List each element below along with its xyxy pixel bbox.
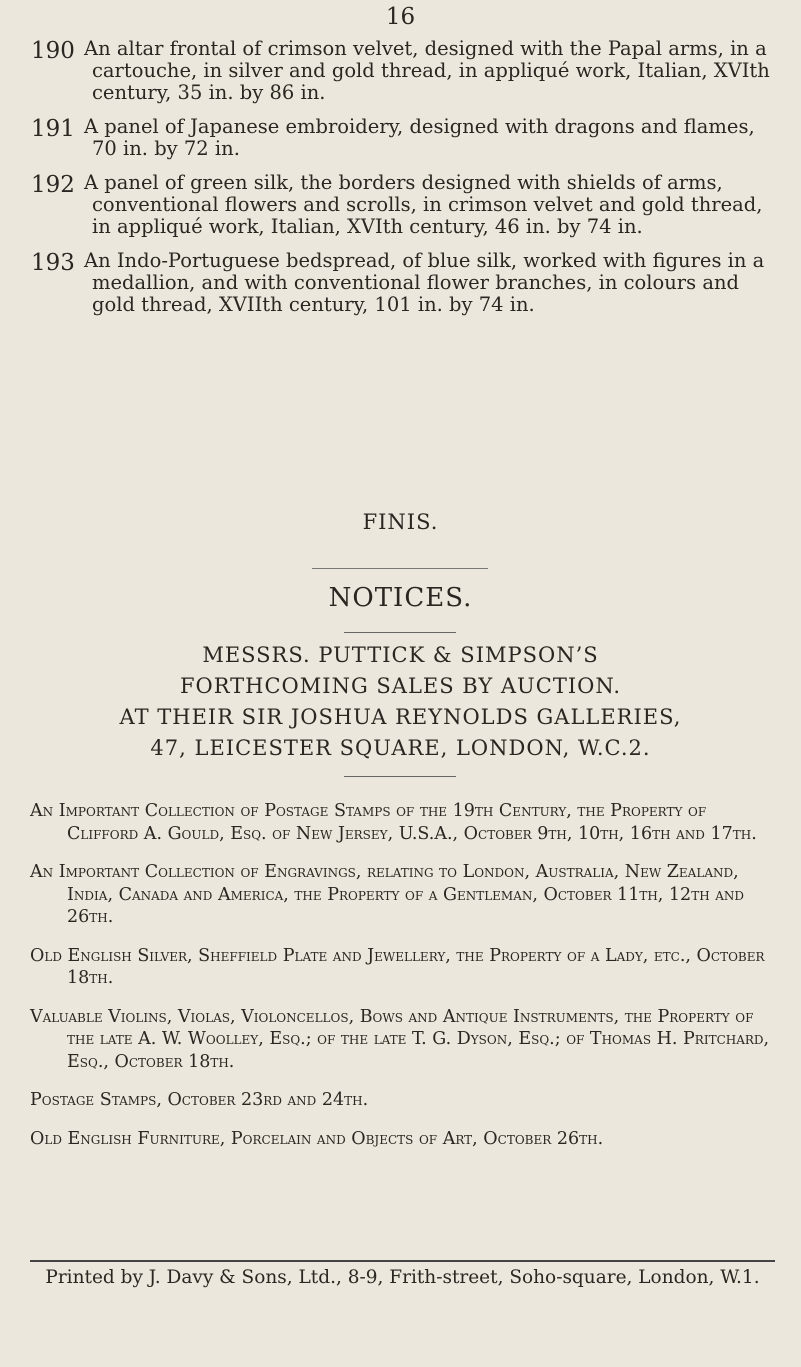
lot-number: 192	[31, 172, 75, 198]
lot-entry	[0, 116, 801, 160]
lot-entry	[0, 38, 801, 104]
divider	[312, 568, 488, 569]
lot-list	[0, 38, 801, 328]
heading-line: MESSRS. PUTTICK & SIMPSON’S	[202, 643, 599, 667]
divider	[344, 632, 456, 633]
lot-description: An altar frontal of crimson velvet, designed with the Papal arms, in a cartouche, in silver and gold thread, in appliqué work, Italian, XVIth century, 35 in. by 86 in.	[84, 37, 770, 104]
auction-house-heading	[0, 640, 801, 764]
sale-notice: Old English Furniture, Porcelain and Objects of Art, October 26th.	[30, 1128, 604, 1149]
lot-description: A panel of Japanese embroidery, designed with dragons and flames, 70 in. by 72 in.	[84, 115, 755, 160]
heading-line: AT THEIR SIR JOSHUA REYNOLDS GALLERIES,	[119, 705, 682, 729]
heading-line: 47, LEICESTER SQUARE, LONDON, W.C.2.	[150, 736, 651, 760]
lot-number: 193	[31, 250, 75, 276]
page-number: 16	[385, 4, 416, 30]
sale-notice: An Important Collection of Engravings, relating to London, Australia, New Zealand, India, Canada and America, the Property of a Gentleman, October 11th, 12th and 26th.	[30, 862, 745, 927]
lot-number: 190	[31, 38, 75, 64]
sale-notice: Old English Silver, Sheffield Plate and Jewellery, the Property of a Lady, etc., October 18th.	[30, 945, 765, 988]
finis-heading: FINIS.	[362, 510, 439, 534]
sale-notice: Valuable Violins, Violas, Violoncellos, Bows and Antique Instruments, the Property of the late A. W. Woolley, Esq.; of the late T. G. Dyson, Esq.; of Thomas H. Pritchard, Esq., October 18th.	[30, 1006, 770, 1072]
divider	[344, 776, 456, 777]
heading-line: FORTHCOMING SALES BY AUCTION.	[179, 674, 622, 698]
lot-description: A panel of green silk, the borders designed with shields of arms, conventional flowers and scrolls, in crimson velvet and gold thread, in appliqué work, Italian, XVIth century, 46 in. by 74 in.	[84, 171, 763, 238]
notices-heading: NOTICES.	[328, 583, 473, 613]
sale-notice: Postage Stamps, October 23rd and 24th.	[30, 1090, 369, 1110]
lot-number: 191	[31, 116, 75, 142]
lot-entry	[0, 250, 801, 316]
printer-imprint: Printed by J. Davy & Sons, Ltd., 8-9, Frith-street, Soho-square, London, W.1.	[45, 1267, 760, 1288]
lot-entry	[0, 172, 801, 238]
sales-list	[30, 800, 775, 1166]
lot-description: An Indo-Portuguese bedspread, of blue silk, worked with figures in a medallion, and with conventional flower branches, in colours and gold thread, XVIIth century, 101 in. by 74 in.	[84, 249, 765, 316]
divider	[30, 1260, 775, 1262]
sale-notice: An Important Collection of Postage Stamps of the 19th Century, the Property of Clifford A. Gould, Esq. of New Jersey, U.S.A., October 9th, 10th, 16th and 17th.	[30, 801, 757, 844]
